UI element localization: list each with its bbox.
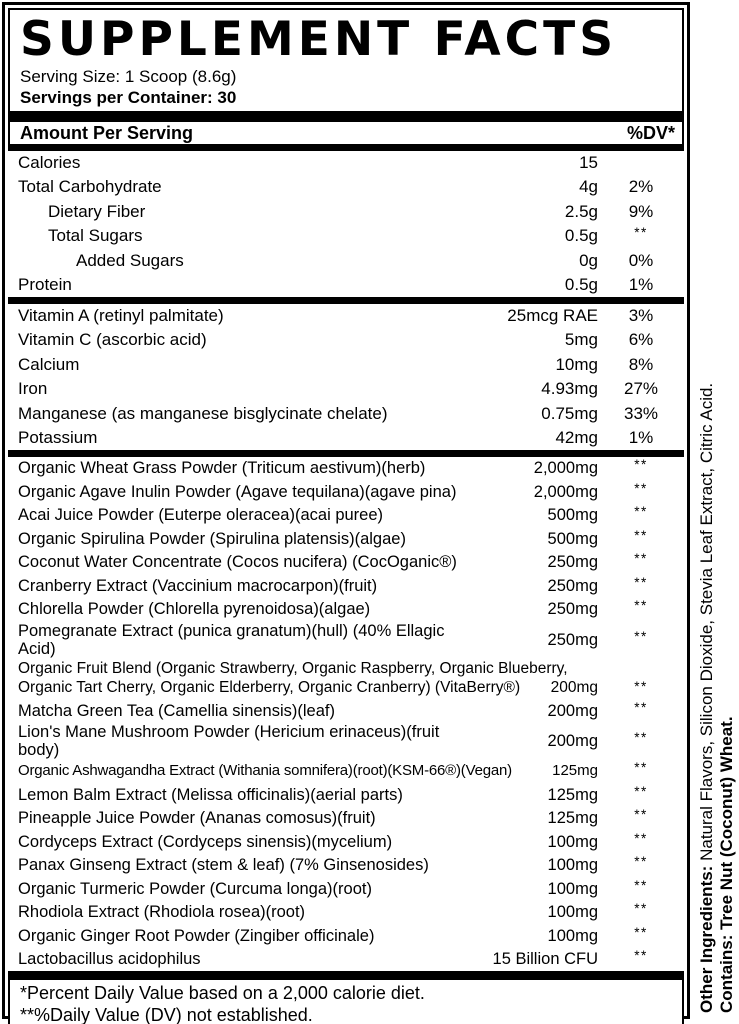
nutrient-dv: 1%	[628, 428, 654, 448]
nutrient-dv: **	[634, 574, 648, 590]
nutrient-name: Organic Ginger Root Powder (Zingiber officinale)	[18, 926, 375, 945]
nutrient-row	[8, 329, 684, 353]
vitamins-minerals-section	[8, 304, 684, 450]
nutrient-row	[8, 901, 684, 924]
nutrient-dv: **	[634, 678, 648, 694]
nutrient-dv: **	[634, 225, 648, 241]
nutrient-name: Organic Fruit Blend (Organic Strawberry, Organic Raspberry, Organic Blueberry, Organic Tart Cherry, Organic Elderberry, Organic Cranberry) (VitaBerry®)	[18, 659, 568, 696]
nutrient-row	[8, 200, 684, 224]
nutrient-row	[8, 575, 684, 598]
nutrient-amount: 100mg	[547, 903, 598, 922]
nutrient-name: Organic Turmeric Powder (Curcuma longa)(root)	[18, 879, 372, 898]
nutrient-dv: **	[634, 699, 648, 715]
nutrient-dv: **	[634, 457, 648, 473]
nutrient-name: Coconut Water Concentrate (Cocos nucifera) (CocOganic®)	[18, 553, 457, 572]
nutrient-dv: **	[634, 783, 648, 799]
nutrient-amount: 200mg	[547, 732, 598, 750]
nutrient-row	[8, 878, 684, 901]
nutrient-row	[8, 176, 684, 200]
other-ingredients-line	[697, 8, 717, 1013]
nutrient-amount: 250mg	[547, 553, 598, 572]
nutrient-dv: **	[634, 551, 648, 567]
nutrient-amount: 250mg	[547, 576, 598, 595]
section-divider	[8, 113, 684, 120]
botanical-ingredients-section	[8, 457, 684, 971]
nutrient-row	[8, 659, 684, 699]
footnotes	[8, 978, 684, 1024]
footnote-not-established: **%Daily Value (DV) not established.	[20, 1004, 313, 1024]
nutrient-dv: **	[634, 948, 648, 964]
nutrient-dv: 1%	[628, 275, 654, 295]
nutrient-row	[8, 948, 684, 971]
nutrient-row	[8, 457, 684, 480]
nutrient-name: Organic Ashwagandha Extract (Withania somnifera)(root)(KSM-66®)(Vegan)	[18, 762, 512, 780]
nutrient-amount: 100mg	[547, 926, 598, 945]
nutrient-name: Vitamin C (ascorbic acid)	[18, 330, 207, 350]
servings-per-container: Servings per Container: 30	[20, 88, 237, 107]
nutrient-name: Rhodiola Extract (Rhodiola rosea)(root)	[18, 903, 306, 922]
facts-panel	[2, 2, 690, 1024]
nutrient-amount: 2,000mg	[533, 482, 598, 501]
nutrient-amount: 15 Billion CFU	[492, 950, 598, 969]
macronutrients-section	[8, 151, 684, 297]
nutrient-dv: **	[634, 807, 648, 823]
nutrient-row	[8, 481, 684, 504]
nutrient-dv: 0%	[628, 250, 654, 270]
nutrient-name: Pineapple Juice Powder (Ananas comosus)(fruit)	[18, 809, 376, 828]
nutrient-row	[8, 925, 684, 948]
nutrient-row	[8, 831, 684, 854]
rotated-side-text	[697, 8, 736, 1013]
nutrient-name: Lemon Balm Extract (Melissa officinalis)(aerial parts)	[18, 785, 403, 804]
nutrient-name: Matcha Green Tea (Camellia sinensis)(leaf)	[18, 701, 335, 720]
nutrient-amount: 2.5g	[564, 201, 598, 221]
nutrient-row	[8, 427, 684, 451]
nutrient-amount: 250mg	[547, 600, 598, 619]
section-divider	[8, 971, 684, 978]
nutrient-row	[8, 249, 684, 273]
nutrient-amount: 500mg	[547, 529, 598, 548]
nutrient-name: Panax Ginseng Extract (stem & leaf) (7% Ginsenosides)	[18, 856, 429, 875]
nutrient-row	[8, 378, 684, 402]
nutrient-amount: 200mg	[550, 678, 598, 696]
nutrient-amount: 0.5g	[564, 275, 598, 295]
nutrient-row	[8, 700, 684, 723]
amount-per-serving-label: Amount Per Serving	[20, 123, 194, 143]
nutrient-name: Potassium	[18, 428, 98, 448]
nutrient-row	[8, 760, 684, 783]
nutrient-dv: 3%	[628, 305, 654, 325]
nutrient-dv: **	[634, 628, 648, 644]
serving-size: Serving Size: 1 Scoop (8.6g)	[20, 67, 237, 86]
nutrient-row	[8, 274, 684, 298]
nutrient-dv: 2%	[628, 177, 654, 197]
other-ingredients-list: Natural Flavors, Silicon Dioxide, Stevia Leaf Extract, Citric Acid.	[697, 382, 716, 866]
nutrient-amount: 4.93mg	[541, 379, 598, 399]
nutrient-amount: 125mg	[552, 762, 598, 780]
percent-dv-label: %DV*	[626, 123, 675, 143]
nutrient-dv: **	[634, 730, 648, 745]
nutrient-amount: 4g	[579, 177, 598, 197]
nutrient-amount: 125mg	[547, 785, 598, 804]
section-divider	[8, 450, 684, 457]
nutrient-dv: **	[634, 854, 648, 870]
nutrient-row	[8, 622, 684, 658]
nutrient-name: Organic Spirulina Powder (Spirulina platensis)(algae)	[18, 529, 406, 548]
panel-title: SUPPLEMENT FACTS	[20, 12, 618, 67]
nutrient-name: Protein	[18, 275, 72, 295]
nutrient-name: Vitamin A (retinyl palmitate)	[18, 305, 224, 325]
nutrient-amount: 0g	[579, 250, 598, 270]
section-divider	[8, 297, 684, 304]
nutrient-row	[8, 151, 684, 175]
nutrient-amount: 100mg	[547, 879, 598, 898]
nutrient-name: Organic Agave Inulin Powder (Agave tequilana)(agave pina)	[18, 482, 457, 501]
nutrient-dv: **	[634, 504, 648, 520]
column-header-row	[8, 120, 684, 146]
nutrient-name: Acai Juice Powder (Euterpe oleracea)(acai puree)	[18, 506, 384, 525]
nutrient-amount: 500mg	[547, 506, 598, 525]
nutrient-row	[8, 854, 684, 877]
nutrient-dv: **	[634, 527, 648, 543]
nutrient-dv: **	[634, 760, 648, 776]
nutrient-amount: 25mcg RAE	[507, 305, 598, 325]
nutrient-dv: 33%	[623, 403, 659, 423]
nutrient-name: Total Sugars	[48, 226, 143, 246]
nutrient-dv: 6%	[628, 330, 654, 350]
nutrient-dv: 27%	[623, 379, 659, 399]
other-ingredients-label: Other Ingredients:	[697, 865, 716, 1013]
nutrient-row	[8, 551, 684, 574]
nutrient-amount: 0.75mg	[541, 403, 598, 423]
nutrient-name: Manganese (as manganese bisglycinate chelate)	[18, 403, 388, 423]
nutrient-row	[8, 304, 684, 328]
nutrient-dv: 9%	[628, 201, 654, 221]
nutrient-dv: **	[634, 830, 648, 846]
nutrient-amount: 2,000mg	[533, 459, 598, 478]
nutrient-amount: 125mg	[547, 809, 598, 828]
nutrient-row	[8, 402, 684, 426]
nutrient-amount: 10mg	[555, 354, 598, 374]
nutrient-row	[8, 504, 684, 527]
contains-line: Contains: Tree Nut (Coconut) Wheat.	[716, 716, 736, 1013]
nutrient-row	[8, 807, 684, 830]
nutrient-name: Iron	[18, 379, 48, 399]
nutrient-dv: **	[634, 924, 648, 940]
nutrient-name: Pomegranate Extract (punica granatum)(hull) (40% Ellagic Acid)	[18, 621, 445, 658]
nutrient-name: Chlorella Powder (Chlorella pyrenoidosa)(algae)	[18, 600, 371, 619]
nutrient-amount: 5mg	[564, 330, 598, 350]
nutrient-name: Lion's Mane Mushroom Powder (Hericium erinaceus)(fruit body)	[18, 723, 440, 759]
panel-header	[8, 8, 684, 113]
nutrient-name: Calcium	[18, 354, 80, 374]
nutrient-row	[8, 784, 684, 807]
nutrient-name: Calories	[18, 152, 81, 172]
nutrient-row	[8, 225, 684, 249]
nutrient-row	[8, 723, 684, 759]
nutrient-dv: **	[634, 598, 648, 614]
nutrient-name: Dietary Fiber	[48, 201, 146, 221]
nutrient-amount: 200mg	[547, 701, 598, 720]
nutrient-dv: **	[634, 901, 648, 917]
nutrient-name: Added Sugars	[76, 250, 184, 270]
nutrient-dv: **	[634, 877, 648, 893]
nutrient-amount: 100mg	[547, 856, 598, 875]
nutrient-amount: 100mg	[547, 832, 598, 851]
nutrient-amount: 42mg	[555, 428, 598, 448]
nutrient-row	[8, 598, 684, 621]
nutrient-name: Organic Wheat Grass Powder (Triticum aestivum)(herb)	[18, 459, 426, 478]
nutrient-dv: 8%	[628, 354, 654, 374]
nutrient-name: Cordyceps Extract (Cordyceps sinensis)(mycelium)	[18, 832, 393, 851]
nutrient-amount: 250mg	[547, 630, 598, 649]
nutrient-row	[8, 528, 684, 551]
footnote-dv: *Percent Daily Value based on a 2,000 calorie diet.	[20, 982, 425, 1003]
nutrient-amount: 15	[579, 152, 598, 172]
nutrient-amount: 0.5g	[564, 226, 598, 246]
nutrient-name: Cranberry Extract (Vaccinium macrocarpon)(fruit)	[18, 576, 378, 595]
nutrient-name: Total Carbohydrate	[18, 177, 162, 197]
nutrient-dv: **	[634, 480, 648, 496]
nutrient-row	[8, 353, 684, 377]
nutrient-name: Lactobacillus acidophilus	[18, 950, 201, 969]
